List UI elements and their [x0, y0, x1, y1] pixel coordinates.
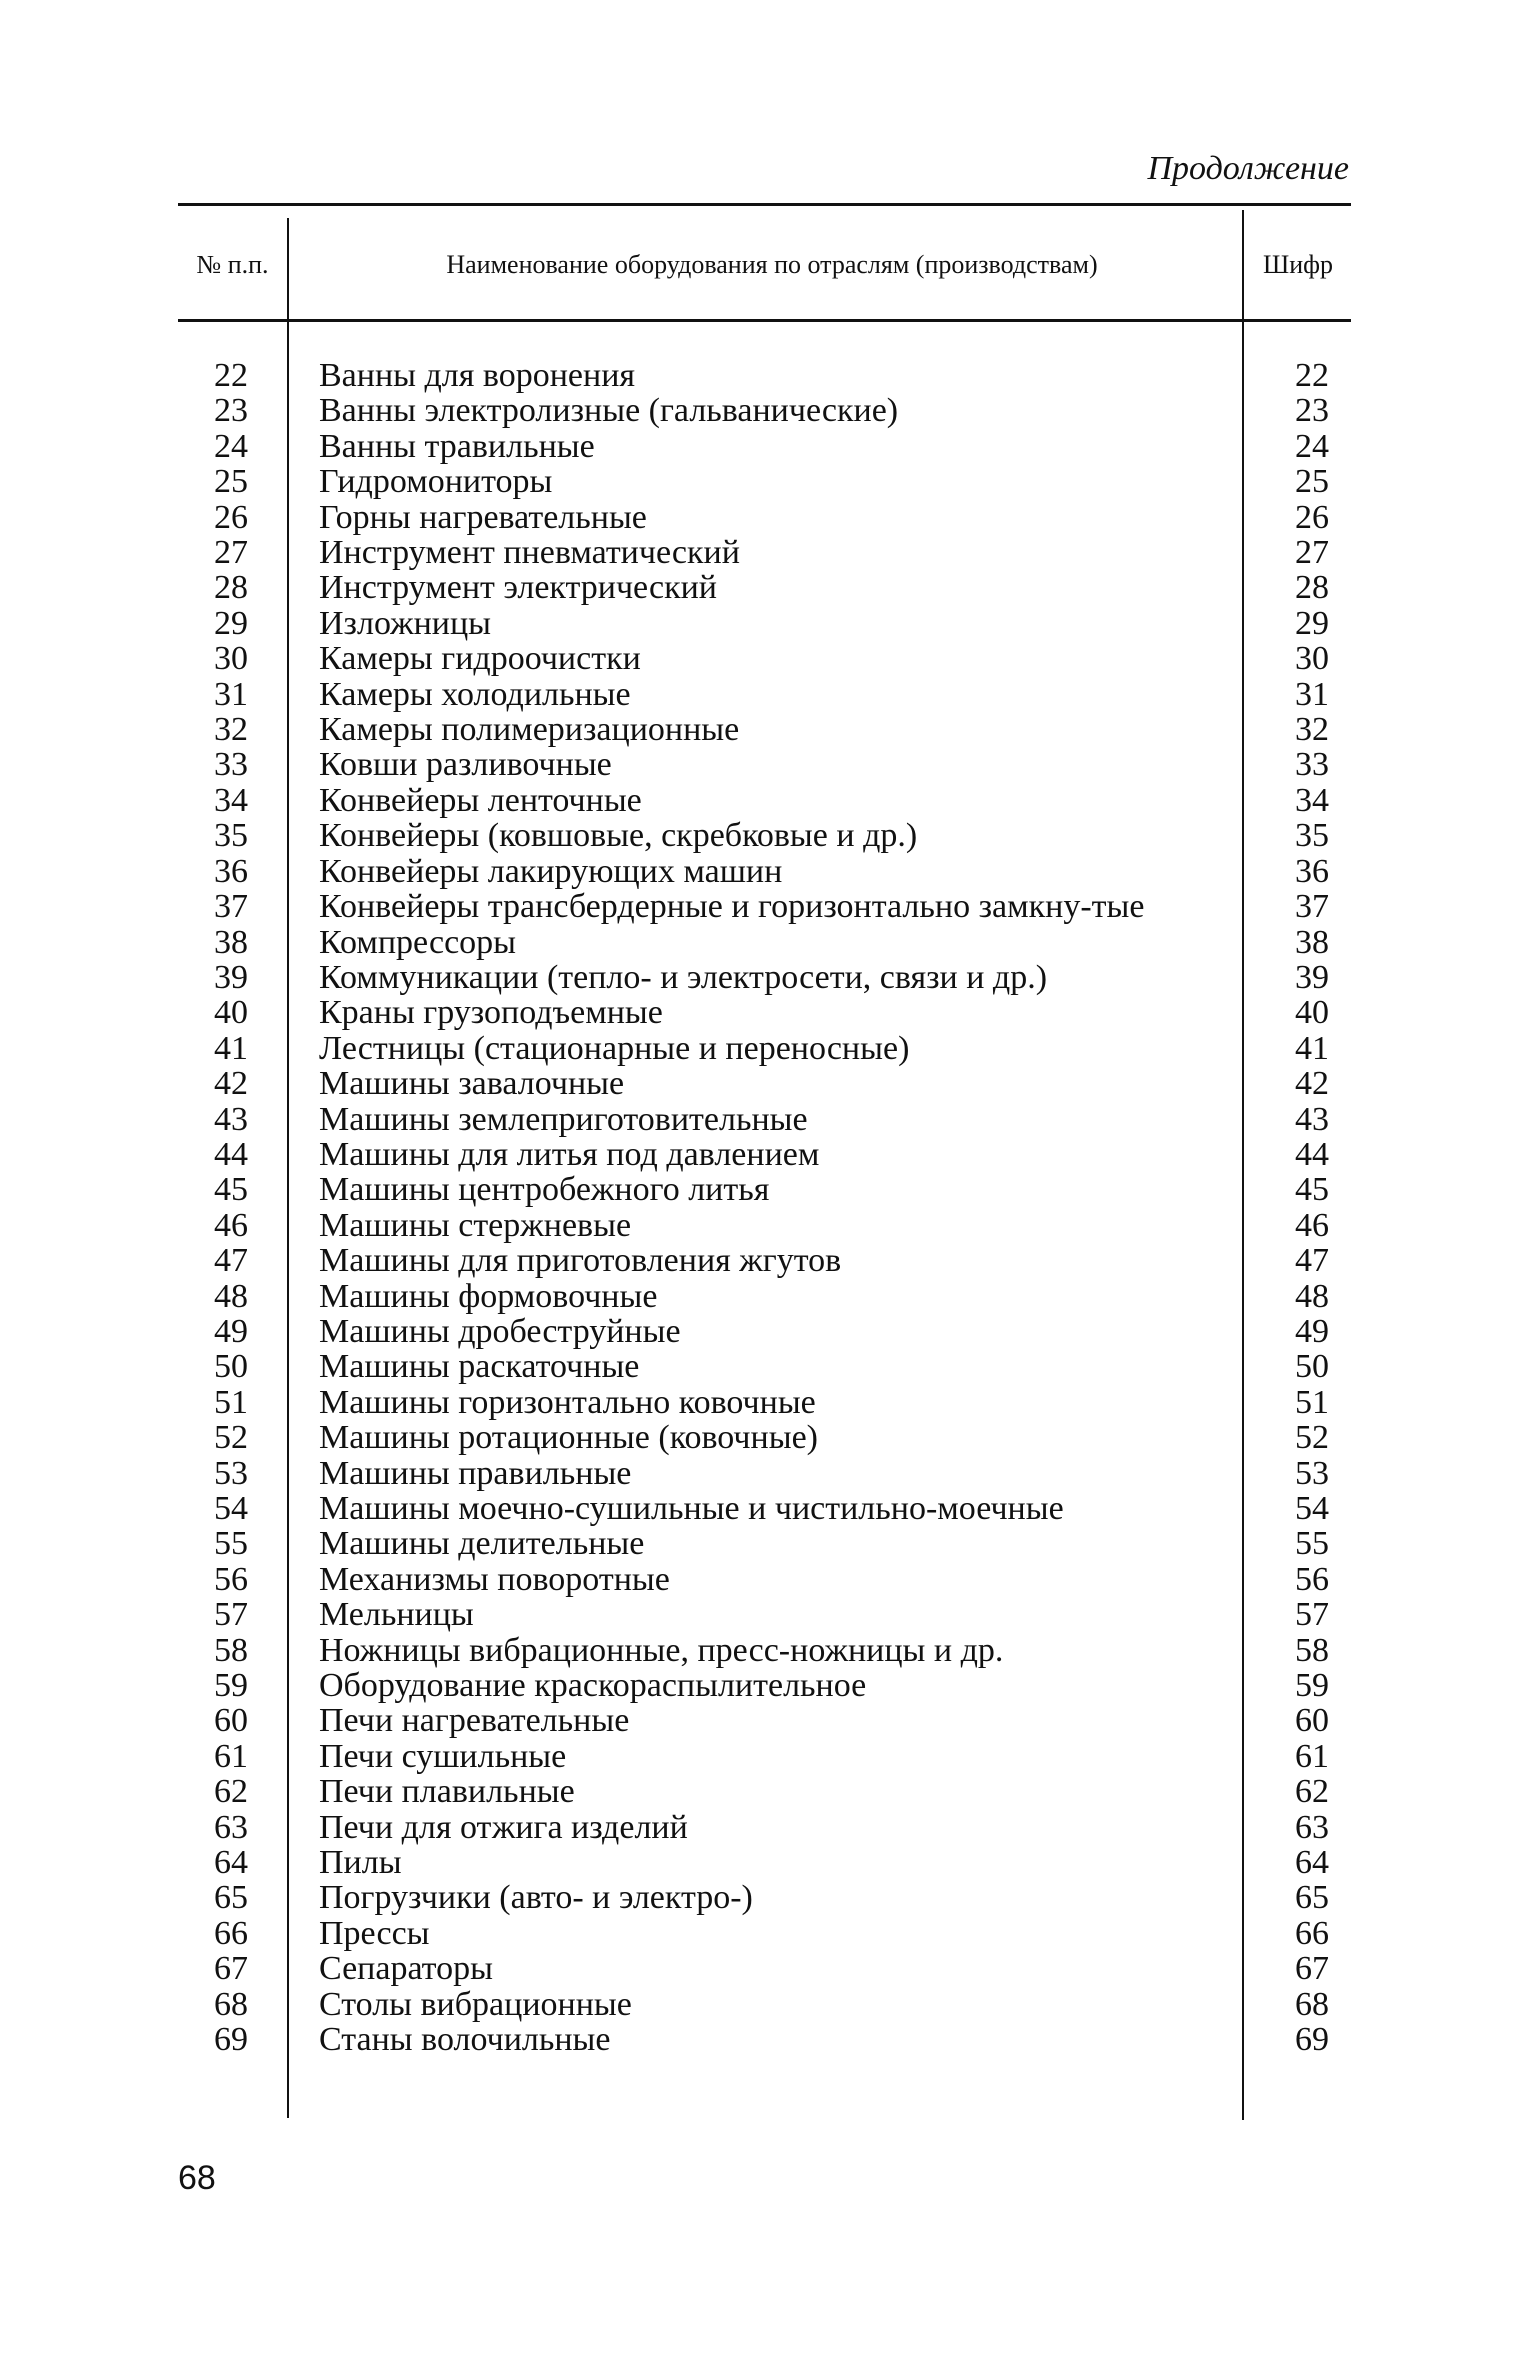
row-code: 41	[1295, 1029, 1329, 1067]
row-code: 55	[1295, 1525, 1329, 1563]
page-number: 68	[178, 2159, 216, 2197]
row-name: Печи для отжига изделий	[319, 1808, 688, 1846]
header-code: Шифр	[1263, 250, 1333, 279]
row-number: 31	[214, 675, 248, 713]
table-row	[178, 606, 1351, 641]
table-row	[178, 1491, 1351, 1526]
row-name: Машины моечно-сушильные и чистильно-моечные	[319, 1490, 1064, 1527]
row-name: Ванны для воронения	[319, 357, 636, 394]
row-name: Инструмент пневматический	[319, 534, 740, 572]
row-name: Прессы	[319, 1914, 430, 1952]
row-code: 43	[1295, 1100, 1329, 1138]
row-code: 65	[1295, 1879, 1329, 1917]
table-row	[178, 783, 1351, 818]
header-name: Наименование оборудования по отраслям (производствам)	[446, 250, 1098, 279]
table-row	[178, 358, 1351, 393]
row-number: 58	[214, 1631, 248, 1669]
row-code: 54	[1295, 1490, 1329, 1527]
row-number: 40	[214, 994, 248, 1032]
row-name: Камеры полимеризационные	[319, 711, 740, 749]
table-row	[178, 1668, 1351, 1703]
row-code: 51	[1295, 1383, 1329, 1421]
row-code: 67	[1295, 1950, 1329, 1988]
table-row	[178, 1456, 1351, 1491]
row-name: Печи сушильные	[319, 1737, 567, 1775]
row-number: 43	[214, 1100, 248, 1138]
row-number: 68	[214, 1985, 248, 2023]
row-name: Конвейеры трансбердерные и горизонтально замкну-тые	[319, 888, 1145, 926]
row-number: 54	[214, 1490, 248, 1527]
row-code: 48	[1295, 1277, 1329, 1315]
table-row	[178, 1420, 1351, 1455]
row-code: 29	[1295, 604, 1329, 642]
row-name: Мельницы	[319, 1596, 474, 1634]
row-number: 50	[214, 1348, 248, 1386]
row-name: Камеры холодильные	[319, 675, 631, 713]
row-name: Гидромониторы	[319, 463, 553, 501]
row-name: Конвейеры (ковшовые, скребковые и др.)	[319, 817, 918, 855]
table-row	[178, 925, 1351, 960]
row-number: 32	[214, 711, 248, 749]
row-code: 33	[1295, 746, 1329, 784]
table-row	[178, 1385, 1351, 1420]
row-code: 49	[1295, 1312, 1329, 1350]
row-name: Машины раскаточные	[319, 1348, 640, 1386]
row-number: 49	[214, 1312, 248, 1350]
row-code: 47	[1295, 1242, 1329, 1280]
table-row	[178, 429, 1351, 464]
row-name: Коммуникации (тепло- и электросети, связи и др.)	[319, 958, 1048, 996]
row-code: 68	[1295, 1985, 1329, 2023]
row-name: Пилы	[319, 1844, 402, 1882]
row-number: 69	[214, 2021, 248, 2059]
row-name: Станы волочильные	[319, 2021, 611, 2059]
row-code: 24	[1295, 427, 1329, 465]
table-row	[178, 2022, 1351, 2057]
row-code: 59	[1295, 1667, 1329, 1705]
table-row	[178, 393, 1351, 428]
table-row	[178, 747, 1351, 782]
row-code: 57	[1295, 1596, 1329, 1634]
table-row	[178, 995, 1351, 1030]
row-number: 30	[214, 640, 248, 678]
table-row	[178, 1172, 1351, 1207]
table-row	[178, 1703, 1351, 1738]
row-name: Сепараторы	[319, 1950, 493, 1988]
table-row	[178, 1031, 1351, 1066]
row-number: 24	[214, 427, 248, 465]
row-code: 26	[1295, 498, 1329, 536]
table-row	[178, 1880, 1351, 1915]
row-name: Машины дробеструйные	[319, 1312, 681, 1350]
row-name: Изложницы	[319, 604, 492, 642]
table-row	[178, 1279, 1351, 1314]
page-heading: Продолжение	[1147, 150, 1349, 187]
row-number: 27	[214, 534, 248, 572]
row-code: 53	[1295, 1454, 1329, 1492]
row-code: 25	[1295, 463, 1329, 501]
row-name: Ванны электролизные (гальванические)	[319, 392, 899, 430]
row-number: 61	[214, 1737, 248, 1775]
row-number: 60	[214, 1702, 248, 1740]
row-code: 50	[1295, 1348, 1329, 1386]
table-header	[178, 206, 1351, 319]
row-number: 29	[214, 604, 248, 642]
row-code: 32	[1295, 711, 1329, 749]
row-number: 35	[214, 817, 248, 855]
table-row	[178, 570, 1351, 605]
row-code: 40	[1295, 994, 1329, 1032]
table-row	[178, 464, 1351, 499]
row-number: 52	[214, 1419, 248, 1457]
row-name: Горны нагревательные	[319, 498, 647, 536]
row-number: 53	[214, 1454, 248, 1492]
row-code: 37	[1295, 888, 1329, 926]
row-number: 33	[214, 746, 248, 784]
table-row	[178, 1526, 1351, 1561]
table-row	[178, 1633, 1351, 1668]
row-name: Ванны травильные	[319, 427, 595, 465]
row-code: 27	[1295, 534, 1329, 572]
row-number: 37	[214, 888, 248, 926]
table-header-rule	[178, 319, 1351, 322]
row-number: 22	[214, 357, 248, 394]
row-code: 35	[1295, 817, 1329, 855]
row-code: 56	[1295, 1560, 1329, 1598]
row-number: 28	[214, 569, 248, 607]
table-row	[178, 1916, 1351, 1951]
row-code: 64	[1295, 1844, 1329, 1882]
row-name: Машины делительные	[319, 1525, 645, 1563]
row-name: Краны грузоподъемные	[319, 994, 663, 1032]
row-number: 66	[214, 1914, 248, 1952]
table-row	[178, 1243, 1351, 1278]
row-code: 58	[1295, 1631, 1329, 1669]
row-code: 46	[1295, 1206, 1329, 1244]
row-name: Машины правильные	[319, 1454, 632, 1492]
row-name: Компрессоры	[319, 923, 517, 961]
table-row	[178, 889, 1351, 924]
table-row	[178, 1951, 1351, 1986]
row-code: 63	[1295, 1808, 1329, 1846]
row-name: Конвейеры лакирующих машин	[319, 852, 783, 890]
row-code: 34	[1295, 781, 1329, 819]
table-row	[178, 960, 1351, 995]
table-body	[178, 358, 1351, 2058]
table-row	[178, 1562, 1351, 1597]
row-number: 59	[214, 1667, 248, 1705]
row-number: 34	[214, 781, 248, 819]
row-name: Машины центробежного литья	[319, 1171, 770, 1209]
row-name: Столы вибрационные	[319, 1985, 632, 2023]
row-name: Печи нагревательные	[319, 1702, 630, 1740]
row-name: Машины стержневые	[319, 1206, 632, 1244]
table-row	[178, 1208, 1351, 1243]
row-number: 67	[214, 1950, 248, 1988]
row-number: 25	[214, 463, 248, 501]
row-code: 23	[1295, 392, 1329, 430]
table-row	[178, 677, 1351, 712]
row-code: 38	[1295, 923, 1329, 961]
table-row	[178, 1102, 1351, 1137]
header-number: № п.п.	[196, 250, 269, 279]
row-name: Машины завалочные	[319, 1065, 625, 1103]
row-number: 65	[214, 1879, 248, 1917]
row-code: 22	[1295, 357, 1329, 394]
row-number: 38	[214, 923, 248, 961]
row-name: Камеры гидроочистки	[319, 640, 641, 678]
table-row	[178, 1810, 1351, 1845]
row-code: 69	[1295, 2021, 1329, 2059]
row-number: 45	[214, 1171, 248, 1209]
row-code: 45	[1295, 1171, 1329, 1209]
row-number: 62	[214, 1773, 248, 1811]
table-row	[178, 1137, 1351, 1172]
row-name: Ножницы вибрационные, пресс-ножницы и др.	[319, 1631, 1004, 1669]
row-number: 39	[214, 958, 248, 996]
row-code: 44	[1295, 1135, 1329, 1173]
row-code: 31	[1295, 675, 1329, 713]
table-row	[178, 1845, 1351, 1880]
row-number: 46	[214, 1206, 248, 1244]
row-number: 56	[214, 1560, 248, 1598]
row-name: Машины формовочные	[319, 1277, 658, 1315]
row-code: 61	[1295, 1737, 1329, 1775]
row-number: 41	[214, 1029, 248, 1067]
table-row	[178, 1314, 1351, 1349]
row-number: 42	[214, 1065, 248, 1103]
row-number: 57	[214, 1596, 248, 1634]
row-number: 26	[214, 498, 248, 536]
row-number: 51	[214, 1383, 248, 1421]
table-row	[178, 712, 1351, 747]
row-name: Машины для литья под давлением	[319, 1135, 820, 1173]
row-name: Ковши разливочные	[319, 746, 612, 784]
row-code: 66	[1295, 1914, 1329, 1952]
table-row	[178, 818, 1351, 853]
table-row	[178, 1349, 1351, 1384]
row-number: 55	[214, 1525, 248, 1563]
row-name: Машины ротационные (ковочные)	[319, 1419, 818, 1457]
table-row	[178, 1739, 1351, 1774]
row-code: 30	[1295, 640, 1329, 678]
table-row	[178, 1987, 1351, 2022]
row-code: 36	[1295, 852, 1329, 890]
table-row	[178, 1066, 1351, 1101]
row-code: 42	[1295, 1065, 1329, 1103]
row-name: Инструмент электрический	[319, 569, 717, 607]
row-name: Печи плавильные	[319, 1773, 575, 1811]
row-number: 63	[214, 1808, 248, 1846]
row-number: 64	[214, 1844, 248, 1882]
row-name: Лестницы (стационарные и переносные)	[319, 1029, 910, 1067]
table-row	[178, 500, 1351, 535]
row-number: 36	[214, 852, 248, 890]
table-row	[178, 535, 1351, 570]
row-name: Механизмы поворотные	[319, 1560, 670, 1598]
row-number: 44	[214, 1135, 248, 1173]
row-name: Оборудование краскораспылительное	[319, 1667, 867, 1705]
row-code: 28	[1295, 569, 1329, 607]
table-row	[178, 641, 1351, 676]
row-name: Машины землеприготовительные	[319, 1100, 808, 1138]
row-name: Конвейеры ленточные	[319, 781, 642, 819]
table-row	[178, 1774, 1351, 1809]
row-name: Машины для приготовления жгутов	[319, 1242, 842, 1280]
row-number: 23	[214, 392, 248, 430]
row-name: Погрузчики (авто- и электро-)	[319, 1879, 753, 1917]
table-row	[178, 1597, 1351, 1632]
row-code: 62	[1295, 1773, 1329, 1811]
row-code: 39	[1295, 958, 1329, 996]
row-name: Машины горизонтально ковочные	[319, 1383, 816, 1421]
row-code: 52	[1295, 1419, 1329, 1457]
table-row	[178, 854, 1351, 889]
row-number: 48	[214, 1277, 248, 1315]
row-number: 47	[214, 1242, 248, 1280]
row-code: 60	[1295, 1702, 1329, 1740]
